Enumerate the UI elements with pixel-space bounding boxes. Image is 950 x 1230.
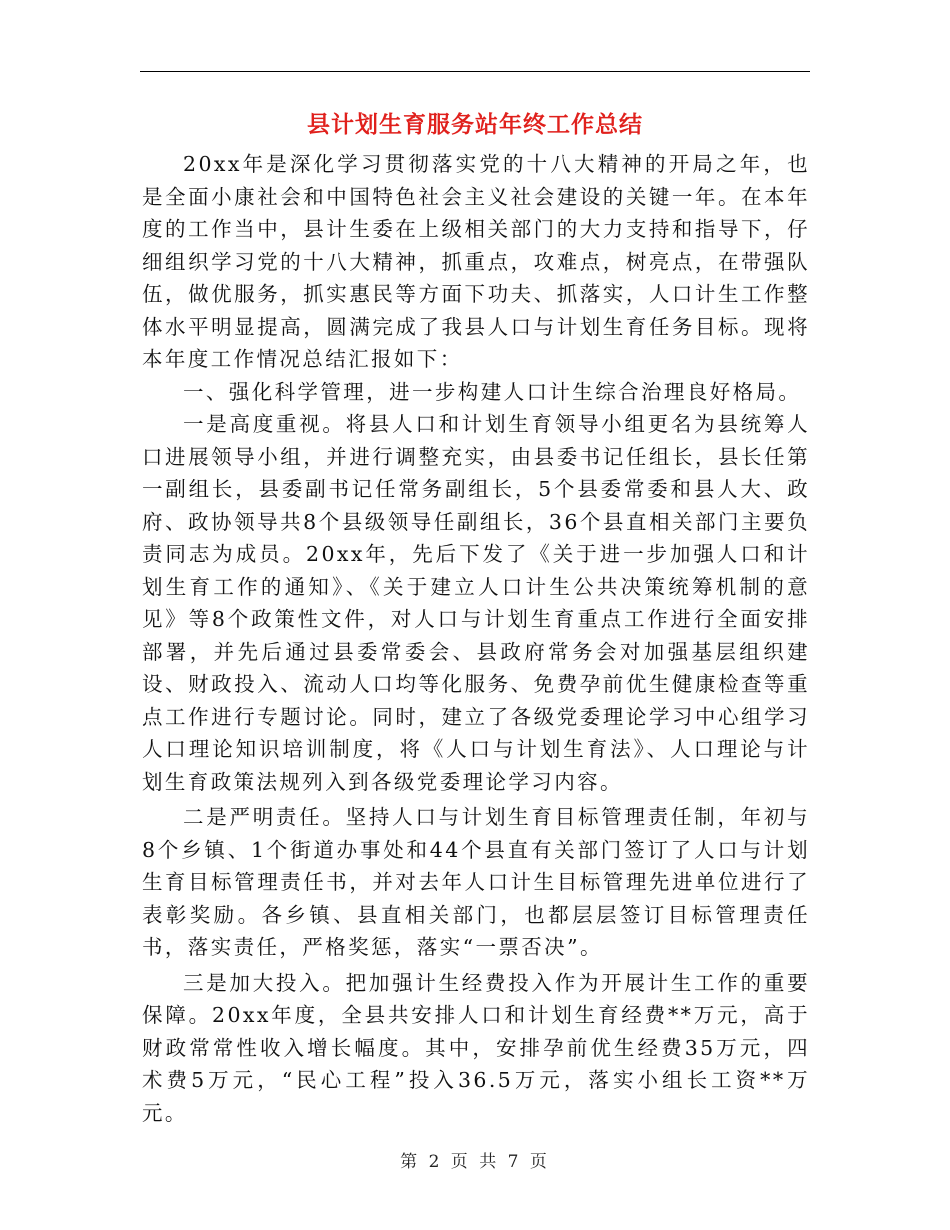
paragraph-high-attention: 一是高度重视。将县人口和计划生育领导小组更名为县统筹人口进展领导小组，并进行调整充实，由县委书记任组长，县长任第一副组长，县委副书记任常务副组长，5个县委常委和县人大、政府、政协领导共8个县级领导任副组长，36个县直相关部门主要负责同志为成员。20xx年，先后下发了《关于进一步加强人口和计划生育工作的通知》、《关于建立人口计生公共决策统筹机制的意见》等8个政策性文件，对人口与计划生育重点工作进行全面安排部署，并先后通过县委常委会、县政府常务会对加强基层组织建设、财政投入、流动人口均等化服务、免费孕前优生健康检查等重点工作进行专题讨论。同时，建立了各级党委理论学习中心组学习人口理论知识培训制度，将《人口与计划生育法》、人口理论与计划生育政策法规列入到各级党委理论学习内容。 xyxy=(142,412,810,794)
document-body xyxy=(142,148,810,1129)
paragraph-investment: 三是加大投入。把加强计生经费投入作为开展计生工作的重要保障。20xx年度，全县共安排人口和计划生育经费**万元，高于财政常常性收入增长幅度。其中，安排孕前优生经费35万元，四术费5万元，“民心工程”投入36.5万元，落实小组长工资**万元。 xyxy=(142,970,810,1125)
header-rule xyxy=(140,71,810,72)
paragraph-responsibility: 二是严明责任。坚持人口与计划生育目标管理责任制，年初与8个乡镇、1个街道办事处和44个县直有关部门签订了人口与计划生育目标管理责任书，并对去年人口计生目标管理先进单位进行了表彰奖励。各乡镇、县直相关部门，也都层层签订目标管理责任书，落实责任，严格奖惩，落实“一票否决”。 xyxy=(142,805,810,959)
page-number-footer: 第 2 页 共 7 页 xyxy=(400,1152,550,1172)
paragraph-intro: 20xx年是深化学习贯彻落实党的十八大精神的开局之年，也是全面小康社会和中国特色社会主义社会建设的关键一年。在本年度的工作当中，县计生委在上级相关部门的大力支持和指导下，仔细组织学习党的十八大精神，抓重点，攻难点，树亮点，在带强队伍，做优服务，抓实惠民等方面下功夫、抓落实，人口计生工作整体水平明显提高，圆满完成了我县人口与计划生育任务目标。现将本年度工作情况总结汇报如下： xyxy=(142,152,810,371)
section-heading-1: 一、强化科学管理，进一步构建人口计生综合治理良好格局。 xyxy=(183,379,802,404)
document-title: 县计划生育服务站年终工作总结 xyxy=(307,112,643,138)
